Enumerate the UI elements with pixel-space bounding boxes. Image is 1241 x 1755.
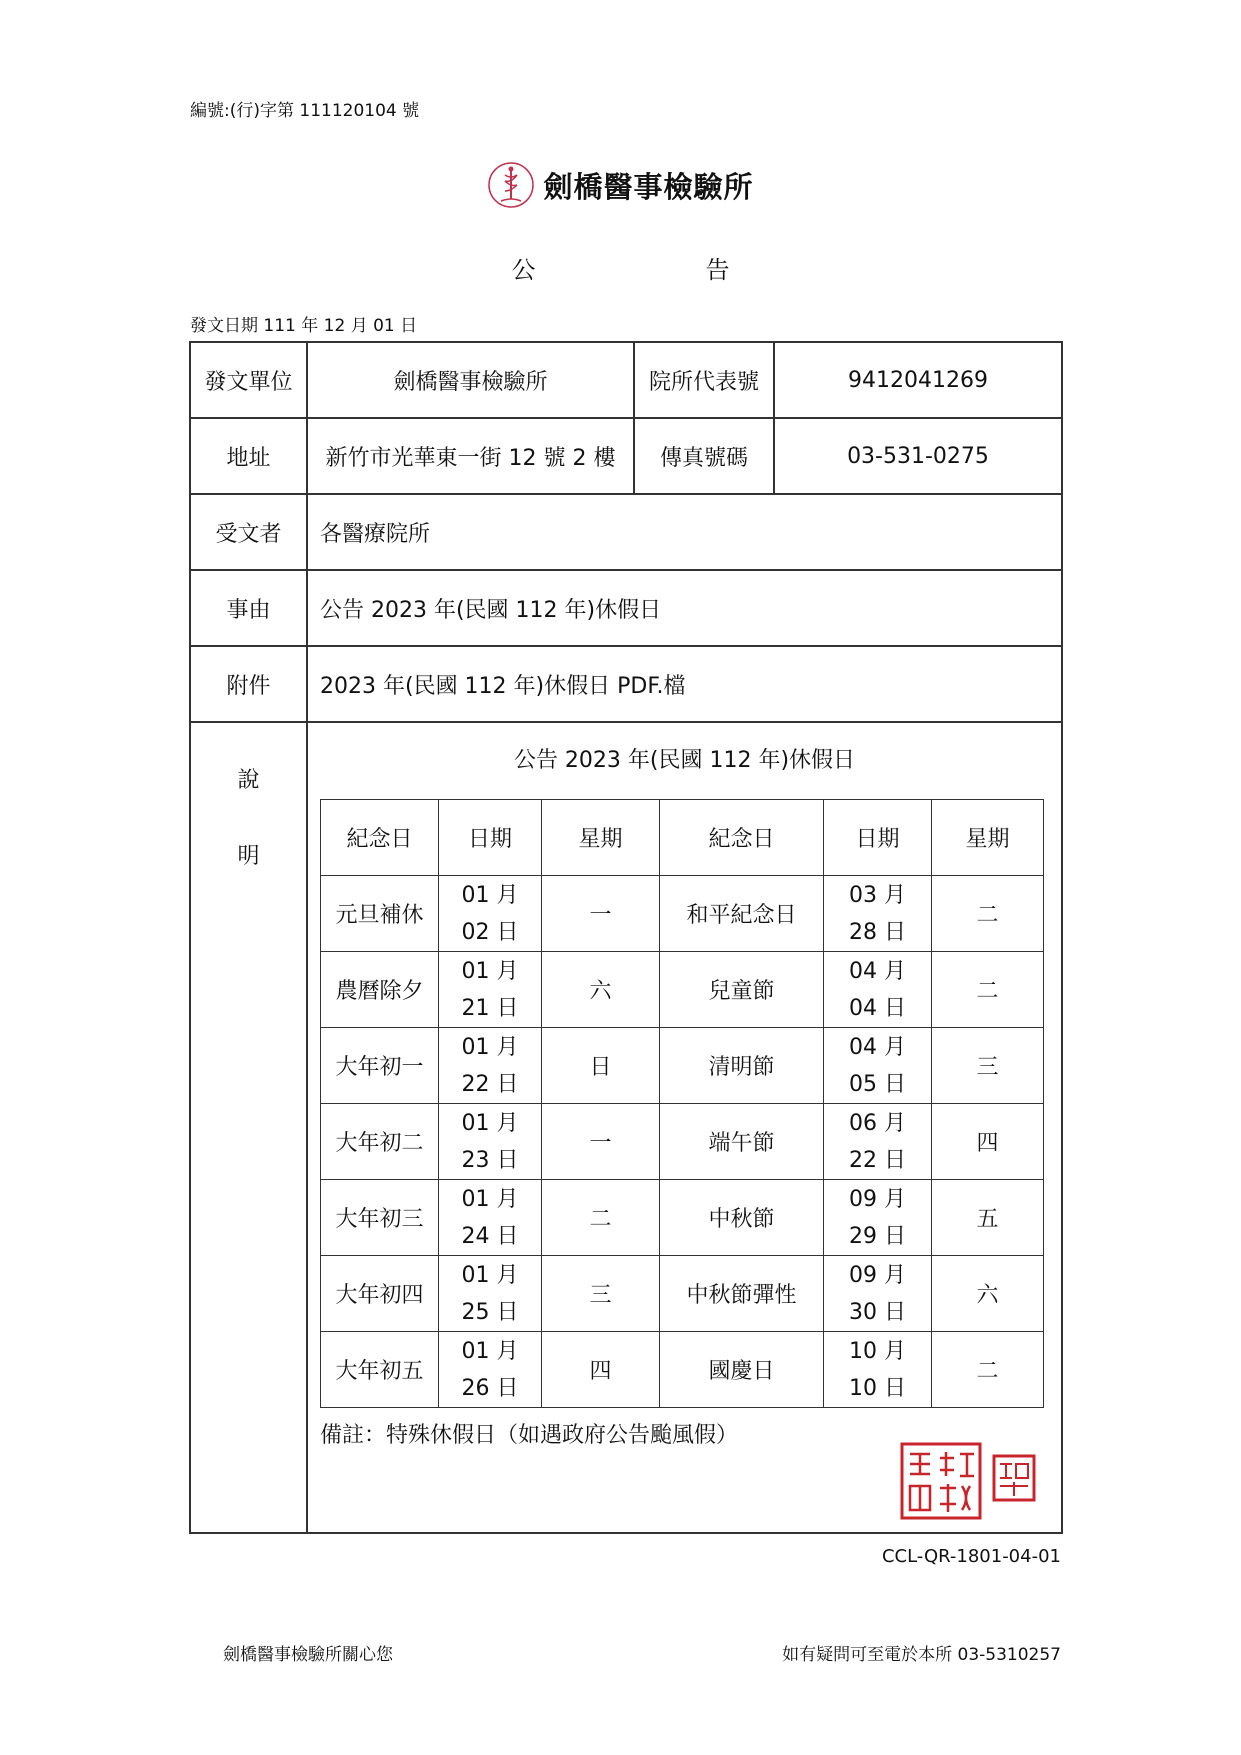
form-code: CCL-QR-1801-04-01 <box>881 1546 1061 1567</box>
holiday-name: 中秋節彈性 <box>660 1256 824 1332</box>
address-label: 地址 <box>190 418 307 494</box>
holiday-date <box>824 952 932 1028</box>
holiday-weekday: 二 <box>932 876 1044 952</box>
holiday-weekday: 六 <box>542 952 660 1028</box>
date-month: 01 月 <box>461 1262 519 1288</box>
date-day: 05 日 <box>849 1071 906 1097</box>
holiday-weekday: 二 <box>932 952 1044 1028</box>
header-weekday-1: 星期 <box>542 800 660 876</box>
header-holiday-1: 紀念日 <box>321 800 439 876</box>
recipient-row <box>190 494 1062 570</box>
date-day: 30 日 <box>849 1299 906 1325</box>
date-month: 03 月 <box>849 882 906 908</box>
holiday-name: 清明節 <box>660 1028 824 1104</box>
address-value: 新竹市光華東一街 12 號 2 樓 <box>307 418 634 494</box>
attachment-row <box>190 646 1062 722</box>
date-day: 10 日 <box>849 1375 906 1401</box>
footer-right: 如有疑問可至電於本所 03-5310257 <box>782 1645 1061 1665</box>
code-label: 院所代表號 <box>634 342 774 418</box>
holiday-name: 中秋節 <box>660 1180 824 1256</box>
date-month: 01 月 <box>461 1110 519 1136</box>
letterhead <box>0 160 1241 210</box>
holiday-date <box>824 1180 932 1256</box>
date-day: 24 日 <box>461 1223 519 1249</box>
notice-title <box>0 250 1241 285</box>
red-seal-stamp-icon <box>900 1440 1040 1520</box>
holiday-row <box>321 1180 1044 1256</box>
date-month: 01 月 <box>461 1338 519 1364</box>
header-holiday-2: 紀念日 <box>660 800 824 876</box>
date-month: 09 月 <box>849 1186 906 1212</box>
holiday-weekday: 日 <box>542 1028 660 1104</box>
date-day: 02 日 <box>461 919 519 945</box>
caduceus-logo-icon <box>487 161 535 209</box>
holiday-date <box>824 1028 932 1104</box>
holiday-name: 國慶日 <box>660 1332 824 1408</box>
holiday-name: 農曆除夕 <box>321 952 439 1028</box>
date-month: 04 月 <box>849 958 906 984</box>
document-number: 編號:(行)字第 111120104 號 <box>190 101 420 121</box>
holiday-name: 大年初四 <box>321 1256 439 1332</box>
date-month: 10 月 <box>849 1338 906 1364</box>
date-day: 22 日 <box>849 1147 906 1173</box>
holiday-weekday: 三 <box>542 1256 660 1332</box>
notice-form-table <box>189 341 1063 1534</box>
footer-left: 劍橋醫事檢驗所關心您 <box>223 1645 393 1665</box>
header-weekday-2: 星期 <box>932 800 1044 876</box>
header-date-1: 日期 <box>439 800 542 876</box>
holiday-row <box>321 1332 1044 1408</box>
holiday-weekday: 四 <box>542 1332 660 1408</box>
holiday-name: 大年初二 <box>321 1104 439 1180</box>
holiday-name: 大年初五 <box>321 1332 439 1408</box>
date-day: 28 日 <box>849 919 906 945</box>
notice-char-1: 公 <box>511 256 536 284</box>
holiday-weekday: 一 <box>542 876 660 952</box>
description-label <box>190 722 307 1533</box>
date-month: 01 月 <box>461 1186 519 1212</box>
holiday-date <box>439 1332 542 1408</box>
holiday-date <box>824 1332 932 1408</box>
date-day: 23 日 <box>461 1147 519 1173</box>
holiday-name: 端午節 <box>660 1104 824 1180</box>
date-day: 04 日 <box>849 995 906 1021</box>
org-name: 劍橋醫事檢驗所 <box>543 169 754 204</box>
holiday-row <box>321 876 1044 952</box>
holiday-name: 兒童節 <box>660 952 824 1028</box>
recipient-value: 各醫療院所 <box>307 494 1062 570</box>
holiday-date <box>439 1180 542 1256</box>
subject-label: 事由 <box>190 570 307 646</box>
attachment-value: 2023 年(民國 112 年)休假日 PDF.檔 <box>307 646 1062 722</box>
holiday-weekday: 一 <box>542 1104 660 1180</box>
holiday-name: 和平紀念日 <box>660 876 824 952</box>
issue-date: 發文日期 111 年 12 月 01 日 <box>190 316 418 336</box>
date-month: 01 月 <box>461 958 519 984</box>
holiday-weekday: 二 <box>932 1332 1044 1408</box>
holiday-date <box>439 1028 542 1104</box>
holiday-date <box>824 876 932 952</box>
holiday-name: 元旦補休 <box>321 876 439 952</box>
date-day: 22 日 <box>461 1071 519 1097</box>
notice-char-2: 告 <box>705 256 730 284</box>
subject-value: 公告 2023 年(民國 112 年)休假日 <box>307 570 1062 646</box>
holiday-date <box>439 1256 542 1332</box>
holiday-title: 公告 2023 年(民國 112 年)休假日 <box>513 748 856 773</box>
subject-row <box>190 570 1062 646</box>
holiday-row <box>321 1256 1044 1332</box>
holiday-date <box>824 1104 932 1180</box>
date-month: 01 月 <box>461 1034 519 1060</box>
description-row <box>190 722 1062 1533</box>
description-label-char-2: 明 <box>237 844 260 869</box>
sender-row <box>190 342 1062 418</box>
date-month: 04 月 <box>849 1034 906 1060</box>
holiday-date <box>439 876 542 952</box>
sender-label: 發文單位 <box>190 342 307 418</box>
address-row <box>190 418 1062 494</box>
holiday-name: 大年初三 <box>321 1180 439 1256</box>
date-month: 06 月 <box>849 1110 906 1136</box>
holiday-date <box>824 1256 932 1332</box>
holiday-weekday: 三 <box>932 1028 1044 1104</box>
description-label-char-1: 說 <box>237 768 260 793</box>
sender-value: 劍橋醫事檢驗所 <box>307 342 634 418</box>
fax-label: 傳真號碼 <box>634 418 774 494</box>
remark: 備註：特殊休假日（如遇政府公告颱風假） <box>320 1423 739 1448</box>
date-month: 01 月 <box>461 882 519 908</box>
description-content <box>307 722 1062 1533</box>
date-day: 26 日 <box>461 1375 519 1401</box>
header-date-2: 日期 <box>824 800 932 876</box>
date-day: 29 日 <box>849 1223 906 1249</box>
holiday-row <box>321 1104 1044 1180</box>
recipient-label: 受文者 <box>190 494 307 570</box>
holiday-row <box>321 1028 1044 1104</box>
date-day: 21 日 <box>461 995 519 1021</box>
holiday-weekday: 六 <box>932 1256 1044 1332</box>
holiday-row <box>321 952 1044 1028</box>
holiday-name: 大年初一 <box>321 1028 439 1104</box>
holiday-weekday: 二 <box>542 1180 660 1256</box>
date-month: 09 月 <box>849 1262 906 1288</box>
fax-value: 03-531-0275 <box>774 418 1062 494</box>
code-value: 9412041269 <box>774 342 1062 418</box>
holiday-table <box>320 799 1044 1408</box>
date-day: 25 日 <box>461 1299 519 1325</box>
holiday-weekday: 四 <box>932 1104 1044 1180</box>
holiday-date <box>439 952 542 1028</box>
attachment-label: 附件 <box>190 646 307 722</box>
holiday-date <box>439 1104 542 1180</box>
holiday-weekday: 五 <box>932 1180 1044 1256</box>
holiday-header-row <box>321 800 1044 876</box>
